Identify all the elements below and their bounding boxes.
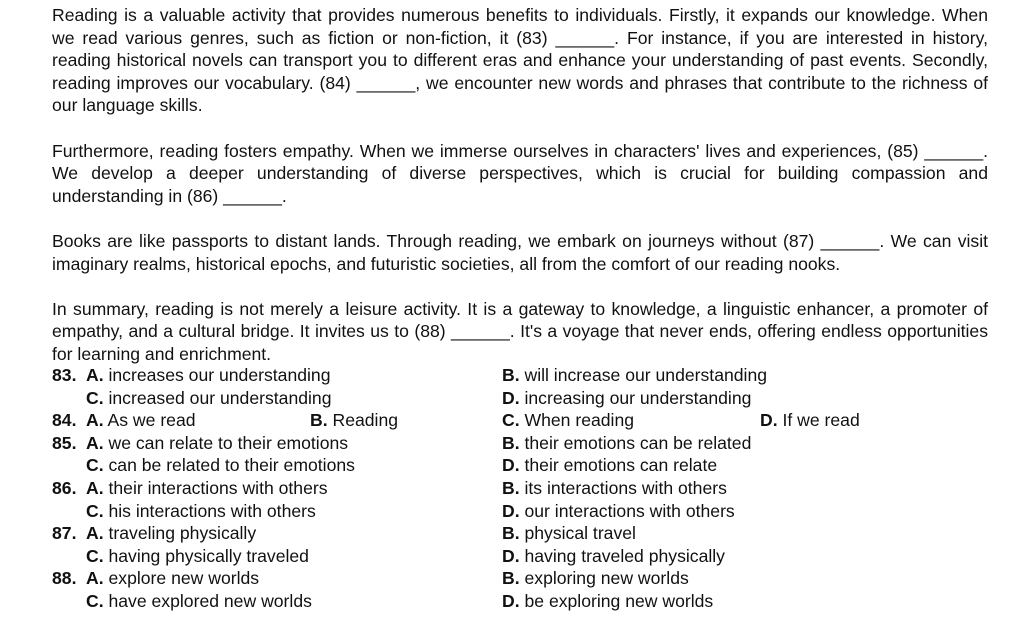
question-number: 83. [52, 365, 77, 385]
question-88-row-2 [52, 590, 992, 613]
question-number: 88. [52, 568, 77, 589]
option-85-b[interactable]: B. their emotions can be related [502, 432, 752, 453]
option-88-c[interactable]: C. have explored new worlds [86, 591, 312, 611]
question-86-row-1 [52, 477, 992, 500]
option-84-d[interactable]: D. If we read [760, 410, 860, 431]
option-83-b[interactable]: B. will increase our understanding [502, 365, 768, 385]
option-86-b[interactable]: B. its interactions with others [502, 478, 727, 498]
option-87-d[interactable]: D. having traveled physically [502, 545, 725, 566]
option-84-a[interactable]: A. As we read [86, 410, 196, 431]
question-85-row-2 [52, 454, 992, 477]
option-86-a[interactable]: A. their interactions with others [86, 478, 328, 498]
passage-paragraph-4: In summary, reading is not merely a leisure activity. It is a gateway to knowledge, a linguistic enhancer, a promoter of empathy, and a cultural bridge. It invites us to (88) ______. It's a voyage that never ends, offering endless opportunities for learning and enrichment. [52, 298, 988, 364]
question-83-row-1 [52, 364, 992, 387]
question-83-row-2 [52, 387, 992, 410]
option-83-c[interactable]: C. increased our understanding [86, 387, 332, 408]
option-88-d[interactable]: D. be exploring new worlds [502, 591, 714, 611]
question-85-row-1 [52, 432, 992, 455]
option-86-c[interactable]: C. his interactions with others [86, 500, 316, 521]
option-84-b[interactable]: B. Reading [310, 410, 399, 431]
question-86-row-2 [52, 500, 992, 523]
option-88-b[interactable]: B. exploring new worlds [502, 568, 689, 589]
passage-paragraph-3: Books are like passports to distant lands. Through reading, we embark on journeys without (87) ______. We can visit imaginary realms, historical epochs, and futuristic societies, all from the comfort of our reading nooks. [52, 230, 988, 274]
option-85-d[interactable]: D. their emotions can relate [502, 455, 718, 476]
question-number: 87. [52, 523, 77, 544]
passage-paragraph-2: Furthermore, reading fosters empathy. When we immerse ourselves in characters' lives and experiences, (85) ______. We develop a deeper understanding of diverse perspectives, which is crucial for building compassion and understanding in (86) ______. [52, 140, 988, 206]
question-number: 84. [52, 410, 77, 431]
option-88-a[interactable]: A. explore new worlds [86, 568, 260, 589]
question-87-row-2 [52, 545, 992, 568]
reading-passage [52, 4, 988, 366]
option-85-a[interactable]: A. we can relate to their emotions [86, 432, 349, 453]
option-86-d[interactable]: D. our interactions with others [502, 500, 735, 521]
question-88-row-1 [52, 567, 992, 590]
question-84-row [52, 409, 992, 432]
option-87-b[interactable]: B. physical travel [502, 523, 636, 544]
question-number: 86. [52, 478, 77, 498]
option-85-c[interactable]: C. can be related to their emotions [86, 455, 355, 476]
passage-paragraph-1: Reading is a valuable activity that provides numerous benefits to individuals. Firstly, it expands our knowledge. When we read various genres, such as fiction or non-fiction, it (83) ______. For instance, if you are interested in history, reading historical novels can transport you to different eras and enhance your understanding of past events. Secondly, reading improves our vocabulary. (84) ______, we encounter new words and phrases that contribute to the richness of our language skills. [52, 5, 988, 116]
option-84-c[interactable]: C. When reading [502, 410, 635, 431]
question-87-row-1 [52, 522, 992, 545]
option-87-c[interactable]: C. having physically traveled [86, 545, 309, 566]
question-number: 85. [52, 432, 77, 453]
option-83-a[interactable]: A. increases our understanding [86, 365, 331, 385]
option-87-a[interactable]: A. traveling physically [86, 523, 257, 544]
option-83-d[interactable]: D. increasing our understanding [502, 387, 752, 408]
